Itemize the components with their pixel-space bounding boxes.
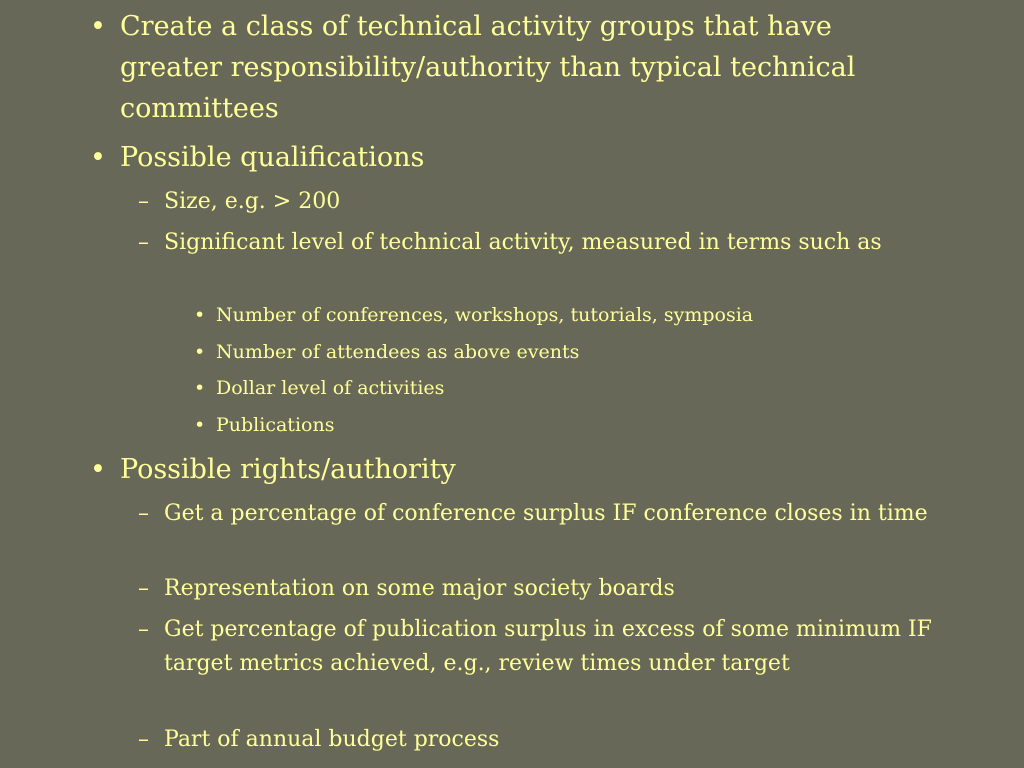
bullet-marker: • (90, 142, 106, 173)
sub-bullet-text: Significant level of technical activity, measured in terms such as (164, 230, 882, 255)
sub-bullet-text: Size, e.g. > 200 (164, 189, 341, 214)
sub-sub-bullet-item (194, 337, 916, 367)
dash-marker: – (138, 501, 149, 526)
sub-sub-bullet-text: Number of conferences, workshops, tutorials, symposia (216, 304, 754, 326)
bullet-marker: • (194, 414, 206, 436)
dash-marker: – (138, 576, 149, 601)
sub-sub-bullet-item (194, 410, 916, 440)
bullet-marker: • (90, 11, 106, 42)
bullet-text: Possible rights/authority (120, 454, 456, 485)
bullet-marker: • (194, 304, 206, 326)
sub-sub-bullet-text: Number of attendees as above events (216, 341, 580, 363)
sub-bullet-text: Part of annual budget process (164, 727, 500, 752)
bullet-item (90, 6, 940, 129)
sub-sub-bullet-text: Publications (216, 414, 335, 436)
sub-bullet-text: Get a percentage of conference surplus IF conference closes in time (164, 501, 928, 526)
bullet-item (90, 449, 940, 490)
dash-marker: – (138, 727, 149, 752)
bullet-item (90, 137, 940, 178)
sub-sub-bullet-text: Dollar level of activities (216, 377, 445, 399)
dash-marker: – (138, 617, 149, 642)
sub-bullet-text: Get percentage of publication surplus in excess of some minimum IF target metrics achieved, e.g., review times under target (164, 617, 932, 676)
dash-marker: – (138, 189, 149, 214)
sub-bullet-item (138, 226, 944, 260)
bullet-text: Create a class of technical activity groups that have greater responsibility/authority than typical technical committees (120, 11, 856, 124)
sub-bullet-item (138, 497, 944, 531)
sub-bullet-item (138, 185, 944, 219)
bullet-marker: • (194, 377, 206, 399)
dash-marker: – (138, 230, 149, 255)
sub-sub-bullet-item (194, 373, 916, 403)
sub-sub-bullet-item (194, 300, 916, 330)
bullet-marker: • (90, 454, 106, 485)
sub-bullet-text: Representation on some major society boards (164, 576, 675, 601)
sub-bullet-item (138, 572, 944, 606)
sub-bullet-item (138, 613, 944, 681)
bullet-text: Possible qualifications (120, 142, 425, 173)
sub-bullet-item (138, 723, 944, 757)
bullet-marker: • (194, 341, 206, 363)
